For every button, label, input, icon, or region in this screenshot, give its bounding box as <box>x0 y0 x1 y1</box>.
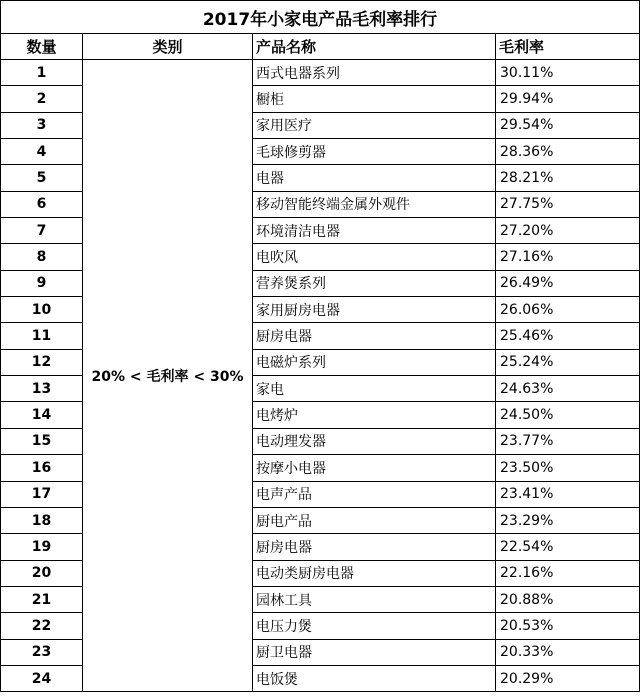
row-number: 23 <box>1 639 83 665</box>
row-number: 15 <box>1 428 83 454</box>
product-name-cell: 厨电产品 <box>253 507 496 533</box>
product-name-cell: 电器 <box>253 165 496 191</box>
margin-rate-cell: 23.50% <box>496 455 640 481</box>
product-name-cell: 电声产品 <box>253 481 496 507</box>
header-product-name: 产品名称 <box>253 34 496 60</box>
product-name-cell: 家电 <box>253 376 496 402</box>
product-name-cell: 电压力煲 <box>253 613 496 639</box>
margin-rate-cell: 20.88% <box>496 586 640 612</box>
margin-rate-cell: 27.16% <box>496 244 640 270</box>
margin-rate-cell: 24.63% <box>496 376 640 402</box>
table-row <box>1 60 640 86</box>
row-number: 1 <box>1 60 83 86</box>
row-number: 18 <box>1 507 83 533</box>
row-number: 3 <box>1 112 83 138</box>
product-name-cell: 西式电器系列 <box>253 60 496 86</box>
row-number: 7 <box>1 218 83 244</box>
margin-rate-cell: 24.50% <box>496 402 640 428</box>
margin-rate-cell: 20.53% <box>496 613 640 639</box>
product-name-cell: 厨卫电器 <box>253 639 496 665</box>
product-name-cell: 电磁炉系列 <box>253 349 496 375</box>
product-name-cell: 家用医疗 <box>253 112 496 138</box>
row-number: 17 <box>1 481 83 507</box>
row-number: 10 <box>1 297 83 323</box>
header-row <box>1 34 640 60</box>
margin-rate-cell: 30.11% <box>496 60 640 86</box>
margin-rate-cell: 20.33% <box>496 639 640 665</box>
row-number: 4 <box>1 139 83 165</box>
margin-rate-cell: 25.46% <box>496 323 640 349</box>
margin-rate-cell: 25.24% <box>496 349 640 375</box>
margin-rate-cell: 29.94% <box>496 86 640 112</box>
product-name-cell: 电动类厨房电器 <box>253 560 496 586</box>
product-name-cell: 电烤炉 <box>253 402 496 428</box>
product-name-cell: 移动智能终端金属外观件 <box>253 191 496 217</box>
row-number: 19 <box>1 534 83 560</box>
header-num: 数量 <box>1 34 83 60</box>
product-name-cell: 厨房电器 <box>253 534 496 560</box>
row-number: 24 <box>1 665 83 691</box>
row-number: 9 <box>1 270 83 296</box>
margin-rate-cell: 28.21% <box>496 165 640 191</box>
margin-rate-cell: 23.77% <box>496 428 640 454</box>
row-number: 8 <box>1 244 83 270</box>
margin-rate-cell: 22.54% <box>496 534 640 560</box>
margin-rate-cell: 29.54% <box>496 112 640 138</box>
margin-rate-cell: 26.06% <box>496 297 640 323</box>
category-cell: 20% < 毛利率 < 30% <box>83 60 253 692</box>
product-name-cell: 电饭煲 <box>253 665 496 691</box>
product-name-cell: 按摩小电器 <box>253 455 496 481</box>
row-number: 5 <box>1 165 83 191</box>
product-name-cell: 厨房电器 <box>253 323 496 349</box>
product-name-cell: 家用厨房电器 <box>253 297 496 323</box>
margin-rate-cell: 20.29% <box>496 665 640 691</box>
product-name-cell: 营养煲系列 <box>253 270 496 296</box>
row-number: 14 <box>1 402 83 428</box>
row-number: 20 <box>1 560 83 586</box>
row-number: 16 <box>1 455 83 481</box>
table-title: 2017年小家电产品毛利率排行 <box>1 1 640 34</box>
row-number: 6 <box>1 191 83 217</box>
margin-rate-cell: 23.41% <box>496 481 640 507</box>
product-name-cell: 环境清洁电器 <box>253 218 496 244</box>
row-number: 21 <box>1 586 83 612</box>
header-category: 类别 <box>83 34 253 60</box>
margin-rate-cell: 23.29% <box>496 507 640 533</box>
row-number: 12 <box>1 349 83 375</box>
row-number: 2 <box>1 86 83 112</box>
product-name-cell: 毛球修剪器 <box>253 139 496 165</box>
margin-rate-cell: 22.16% <box>496 560 640 586</box>
margin-rate-cell: 27.20% <box>496 218 640 244</box>
product-name-cell: 园林工具 <box>253 586 496 612</box>
product-name-cell: 电动理发器 <box>253 428 496 454</box>
margin-rate-cell: 28.36% <box>496 139 640 165</box>
product-name-cell: 橱柜 <box>253 86 496 112</box>
row-number: 11 <box>1 323 83 349</box>
row-number: 13 <box>1 376 83 402</box>
margin-rate-cell: 26.49% <box>496 270 640 296</box>
row-number: 22 <box>1 613 83 639</box>
product-name-cell: 电吹风 <box>253 244 496 270</box>
margin-rate-cell: 27.75% <box>496 191 640 217</box>
header-margin-rate: 毛利率 <box>496 34 640 60</box>
